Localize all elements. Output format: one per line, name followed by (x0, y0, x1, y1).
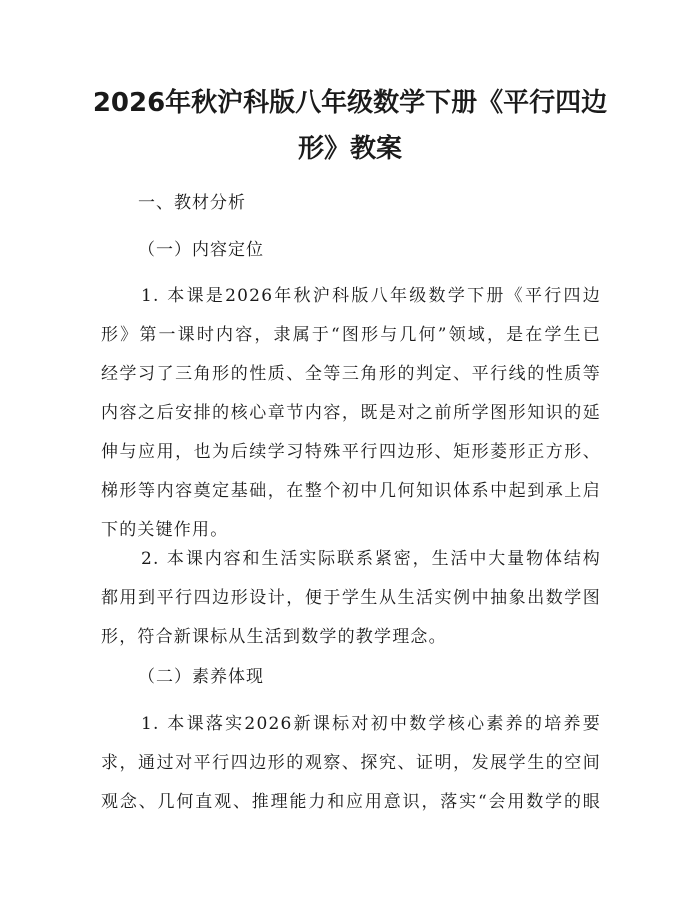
paragraph-line: 1. 本课落实2026新课标对初中数学核心素养的培养要 (141, 714, 601, 734)
paragraph-line: 伸与应用，也为后续学习特殊平行四边形、矩形菱形正方形、 (101, 442, 601, 462)
paragraph-line: 都用到平行四边形设计，便于学生从生活实例中抽象出数学图 (101, 588, 601, 608)
paragraph-content-positioning-1 (101, 277, 601, 550)
subsection-heading-literacy: （二）素养体现 (138, 667, 264, 687)
paragraph-line: 内容之后安排的核心章节内容，既是对之前所学图形知识的延 (101, 403, 601, 423)
paragraph-line: 梯形等内容奠定基础，在整个初中几何知识体系中起到承上启 (101, 481, 601, 501)
paragraph-line: 形》第一课时内容，隶属于“图形与几何”领域，是在学生已 (101, 325, 601, 345)
paragraph-content-positioning-2 (101, 540, 601, 657)
subsection-heading-content-positioning: （一）内容定位 (138, 240, 264, 260)
paragraph-line: 2. 本课内容和生活实际联系紧密，生活中大量物体结构 (141, 549, 601, 569)
paragraph-line: 形，符合新课标从生活到数学的教学理念。 (101, 627, 447, 647)
section-heading-textbook-analysis: 一、教材分析 (138, 193, 246, 213)
paragraph-line: 1. 本课是2026年秋沪科版八年级数学下册《平行四边 (141, 286, 601, 306)
paragraph-line: 求，通过对平行四边形的观察、探究、证明，发展学生的空间 (101, 753, 601, 773)
paragraph-line: 观念、几何直观、推理能力和应用意识，落实“会用数学的眼 (101, 792, 601, 812)
paragraph-line: 下的关键作用。 (101, 520, 229, 540)
paragraph-literacy-1 (101, 705, 601, 822)
document-title-line-1: 2026年秋沪科版八年级数学下册《平行四边 (92, 88, 608, 118)
paragraph-line: 经学习了三角形的性质、全等三角形的判定、平行线的性质等 (101, 364, 601, 384)
document-title-line-2: 形》教案 (297, 134, 402, 164)
